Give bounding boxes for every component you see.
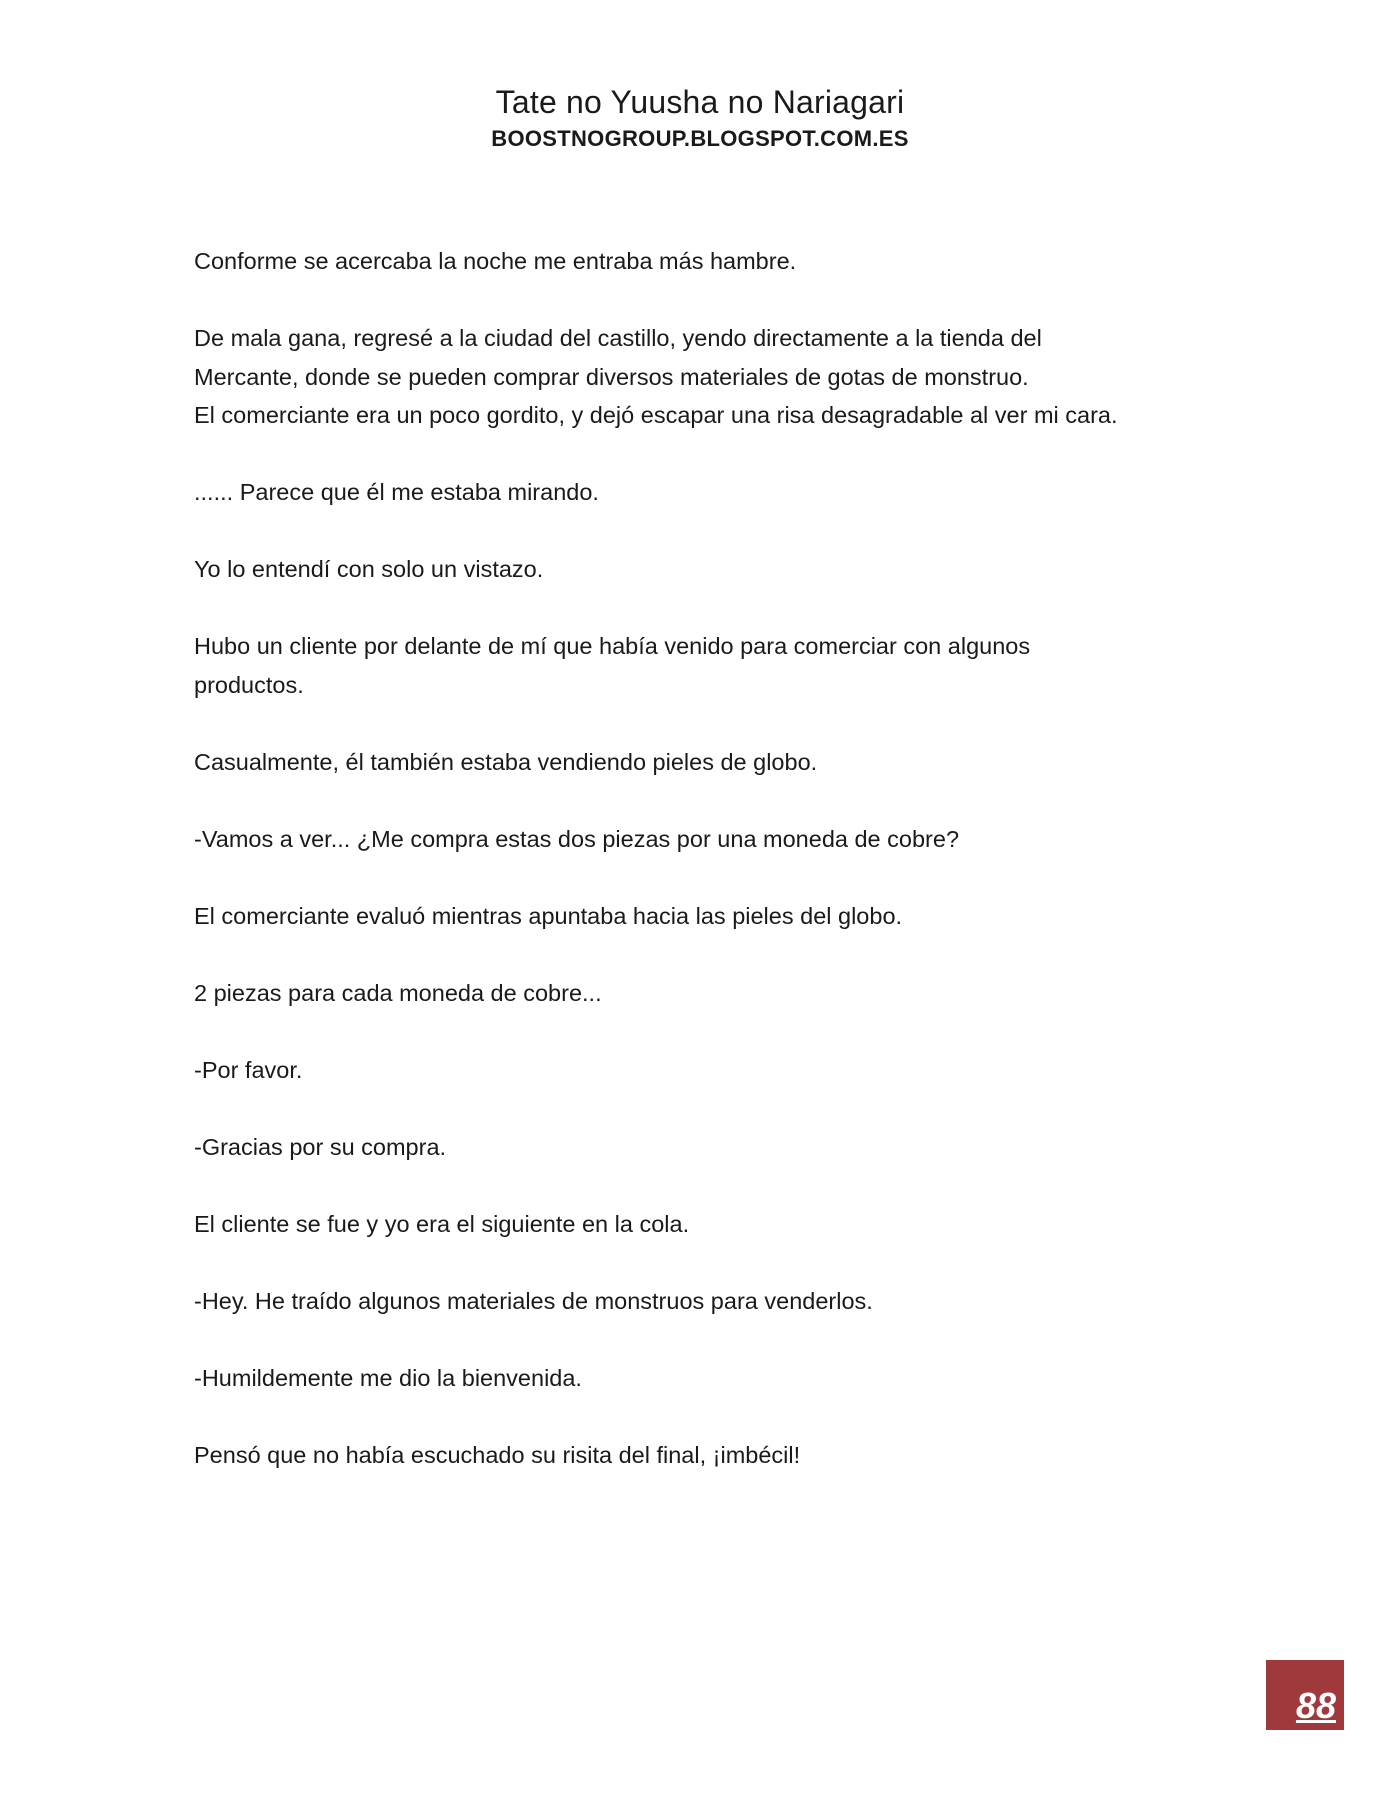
paragraph bbox=[194, 743, 1234, 782]
text-line: -Por favor. bbox=[194, 1056, 303, 1083]
paragraph bbox=[194, 242, 1234, 281]
text-line: -Vamos a ver... ¿Me compra estas dos piezas por una moneda de cobre? bbox=[194, 825, 960, 852]
text-line: El comerciante era un poco gordito, y dejó escapar una risa desagradable al ver mi cara. bbox=[194, 402, 1118, 428]
paragraph bbox=[194, 319, 1234, 435]
paragraph bbox=[194, 820, 1234, 859]
paragraph bbox=[194, 1051, 1234, 1090]
paragraph bbox=[194, 627, 1234, 704]
text-line: Conforme se acercaba la noche me entraba más hambre. bbox=[194, 248, 797, 274]
text-line: Pensó que no había escuchado su risita del final, ¡imbécil! bbox=[194, 1441, 801, 1468]
text-line: Mercante, donde se pueden comprar diversos materiales de gotas de monstruo. bbox=[194, 363, 1029, 390]
paragraph bbox=[194, 550, 1234, 589]
document-subtitle: BOOSTNOGROUP.BLOGSPOT.COM.ES bbox=[491, 126, 909, 151]
paragraph bbox=[194, 1436, 1234, 1475]
text-line: Casualmente, él también estaba vendiendo pieles de globo. bbox=[194, 748, 818, 775]
text-line: productos. bbox=[194, 671, 304, 698]
text-line: De mala gana, regresé a la ciudad del castillo, yendo directamente a la tienda del bbox=[194, 325, 1042, 351]
text-line: -Gracias por su compra. bbox=[194, 1133, 447, 1160]
paragraph bbox=[194, 473, 1234, 512]
text-line: Hubo un cliente por delante de mí que había venido para comerciar con algunos bbox=[194, 633, 1031, 659]
paragraph bbox=[194, 1359, 1234, 1398]
paragraph bbox=[194, 1282, 1234, 1321]
text-line: El comerciante evaluó mientras apuntaba hacia las pieles del globo. bbox=[194, 902, 903, 929]
text-line: El cliente se fue y yo era el siguiente en la cola. bbox=[194, 1210, 690, 1237]
text-line: 2 piezas para cada moneda de cobre... bbox=[194, 979, 602, 1006]
text-line: -Humildemente me dio la bienvenida. bbox=[194, 1364, 582, 1391]
document-header bbox=[0, 82, 1400, 154]
paragraph bbox=[194, 974, 1234, 1013]
page-number: 88 bbox=[1295, 1685, 1336, 1726]
document-title: Tate no Yuusha no Nariagari bbox=[495, 84, 905, 120]
text-line: ...... Parece que él me estaba mirando. bbox=[194, 479, 599, 505]
paragraph bbox=[194, 1205, 1234, 1244]
text-line: Yo lo entendí con solo un vistazo. bbox=[194, 556, 544, 582]
document-body bbox=[194, 242, 1234, 1513]
paragraph bbox=[194, 897, 1234, 936]
page-number-badge bbox=[1266, 1660, 1344, 1730]
paragraph bbox=[194, 1128, 1234, 1167]
text-line: -Hey. He traído algunos materiales de monstruos para venderlos. bbox=[194, 1287, 873, 1314]
